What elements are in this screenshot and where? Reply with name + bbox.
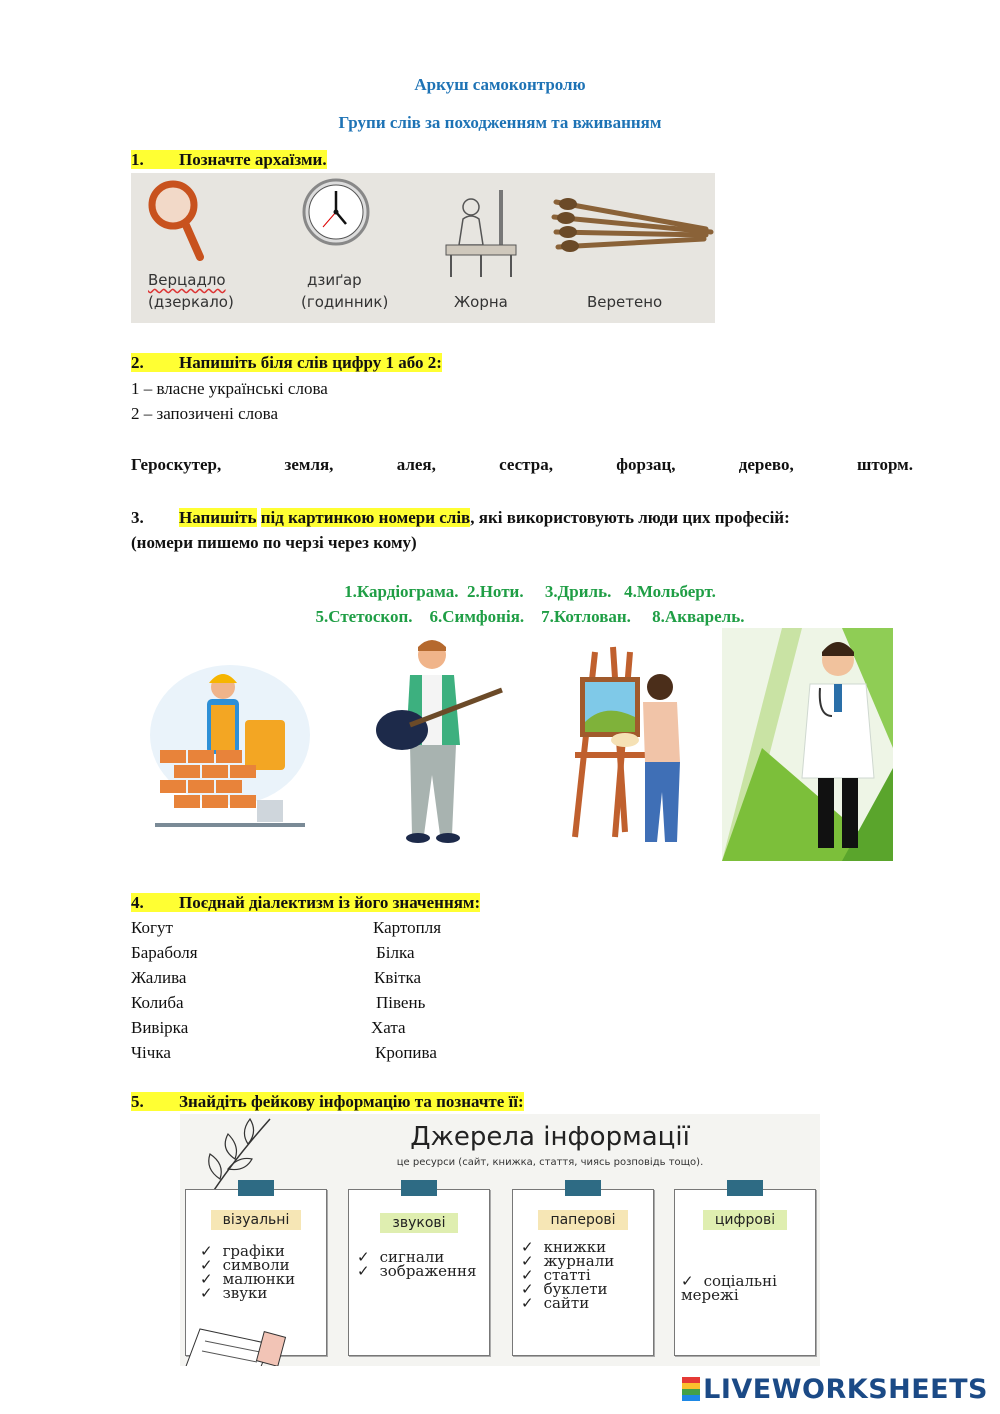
q2-heading: 2. Напишіть біля слів цифру 1 або 2:: [131, 353, 442, 372]
q5-card-item[interactable]: ✓ журнали: [521, 1254, 614, 1268]
q3-options-line1: 1.Кардіограма. 2.Ноти. 3.Дриль. 4.Мольберт.: [344, 582, 716, 601]
notebook-icon: [180, 1319, 330, 1366]
q5-card-item[interactable]: ✓ сигнали: [357, 1250, 477, 1264]
q2-word: Героскутер,: [131, 455, 222, 474]
tape-decoration: [401, 1180, 437, 1196]
magnifier-mirror-icon: [145, 177, 215, 262]
q2-word-list: [131, 455, 913, 475]
q4-meaning[interactable]: Квітка: [374, 968, 422, 987]
q5-card-item[interactable]: ✓ малюнки: [200, 1272, 295, 1286]
q2-legend-1: 1 – власне українські слова: [131, 379, 328, 398]
q4-dialect-word[interactable]: Бараболя: [131, 943, 198, 962]
q5-card-title: візуальні: [211, 1210, 302, 1230]
q5-card-item[interactable]: ✓ буклети: [521, 1282, 614, 1296]
q2-word: дерево,: [738, 455, 794, 474]
q5-sources-panel: [180, 1114, 820, 1366]
builder-icon: [145, 655, 315, 835]
q4-meanings: [372, 915, 441, 1065]
q4-meaning[interactable]: Півень: [376, 993, 426, 1012]
guitarist-icon: [370, 635, 510, 850]
q1-item1-word: Верцадло: [148, 271, 226, 289]
q5-card-title: паперові: [538, 1210, 627, 1230]
q5-panel-title: Джерела інформації: [410, 1122, 690, 1152]
wall-clock-icon: [301, 177, 371, 247]
q4-dialect-word[interactable]: Колиба: [131, 993, 184, 1012]
q4-dialect-word[interactable]: Жалива: [131, 968, 187, 987]
q1-archaisms-panel: [131, 173, 715, 323]
q1-item1-meaning: (дзеркало): [148, 293, 234, 311]
q5-card-item[interactable]: ✓ зображення: [357, 1264, 477, 1278]
q1-item2-meaning: (годинник): [301, 293, 389, 311]
tape-decoration: [727, 1180, 763, 1196]
q4-dialect-word[interactable]: Когут: [131, 918, 173, 937]
q5-card-digital: [674, 1189, 816, 1356]
q3-heading: 3. Напишіть під картинкою номери слів, які використовують люди цих професій:: [131, 508, 790, 527]
q4-dialect-word[interactable]: Чічка: [131, 1043, 171, 1062]
q5-card-item[interactable]: ✓ символи: [200, 1258, 295, 1272]
q1-item4-word: Веретено: [587, 293, 663, 311]
q4-meaning[interactable]: Хата: [371, 1018, 406, 1037]
q4-meaning[interactable]: Білка: [376, 943, 415, 962]
q2-word: сестра,: [499, 455, 553, 474]
q5-panel-subtitle: це ресурси (сайт, книжка, стаття, чиясь розповідь тощо).: [396, 1157, 704, 1168]
q5-heading: 5. Знайдіть фейкову інформацію та позначте її:: [131, 1092, 524, 1111]
logo-mark-icon: [682, 1377, 700, 1401]
q5-card-audio: [348, 1189, 490, 1356]
q4-dialect-word[interactable]: Вивірка: [131, 1018, 189, 1037]
q5-card-item[interactable]: ✓ статті: [521, 1268, 614, 1282]
page-title: Аркуш самоконтролю: [414, 75, 586, 94]
q5-card-title: цифрові: [703, 1210, 787, 1230]
q2-word: шторм.: [856, 455, 913, 474]
q4-dialect-words: [131, 915, 198, 1065]
tape-decoration: [238, 1180, 274, 1196]
tape-decoration: [565, 1180, 601, 1196]
q3-instruction: (номери пишемо по черзі через кому): [131, 533, 417, 552]
doctor-picture: [722, 628, 893, 861]
q5-card-item[interactable]: ✓ графіки: [200, 1244, 295, 1258]
q2-legend-2: 2 – запозичені слова: [131, 404, 278, 423]
millstone-worker-icon: [441, 185, 521, 280]
q5-card-item[interactable]: ✓ сайти: [521, 1296, 614, 1310]
q2-word: алея,: [396, 455, 436, 474]
painter-icon: [565, 642, 695, 852]
q5-card-title: звукові: [380, 1213, 457, 1233]
q4-meaning[interactable]: Картопля: [373, 918, 442, 937]
q5-card-item[interactable]: ✓ соціальні мережі: [681, 1274, 777, 1302]
q1-item2-word: дзиґар: [307, 271, 362, 289]
page-subtitle: Групи слів за походженням та вживанням: [338, 113, 662, 132]
q2-word: форзац,: [616, 455, 676, 474]
liveworksheets-logo: LIVEWORKSHEETS: [682, 1374, 988, 1405]
q5-card-item[interactable]: ✓ звуки: [200, 1286, 295, 1300]
q4-meaning[interactable]: Кропива: [375, 1043, 437, 1062]
spindles-icon: [546, 187, 716, 267]
q5-card-item[interactable]: ✓ книжки: [521, 1240, 614, 1254]
q5-card-paper: [512, 1189, 654, 1356]
q1-item3-word: Жорна: [454, 293, 508, 311]
doctor-icon: [722, 628, 893, 861]
q3-options-line2: 5.Стетоскоп. 6.Симфонія. 7.Котлован. 8.Акварель.: [315, 607, 745, 626]
q1-heading: 1. Позначте архаїзми.: [131, 150, 327, 169]
q4-heading: 4. Поєднай діалектизм із його значенням:: [131, 893, 481, 912]
q2-word: земля,: [284, 455, 334, 474]
